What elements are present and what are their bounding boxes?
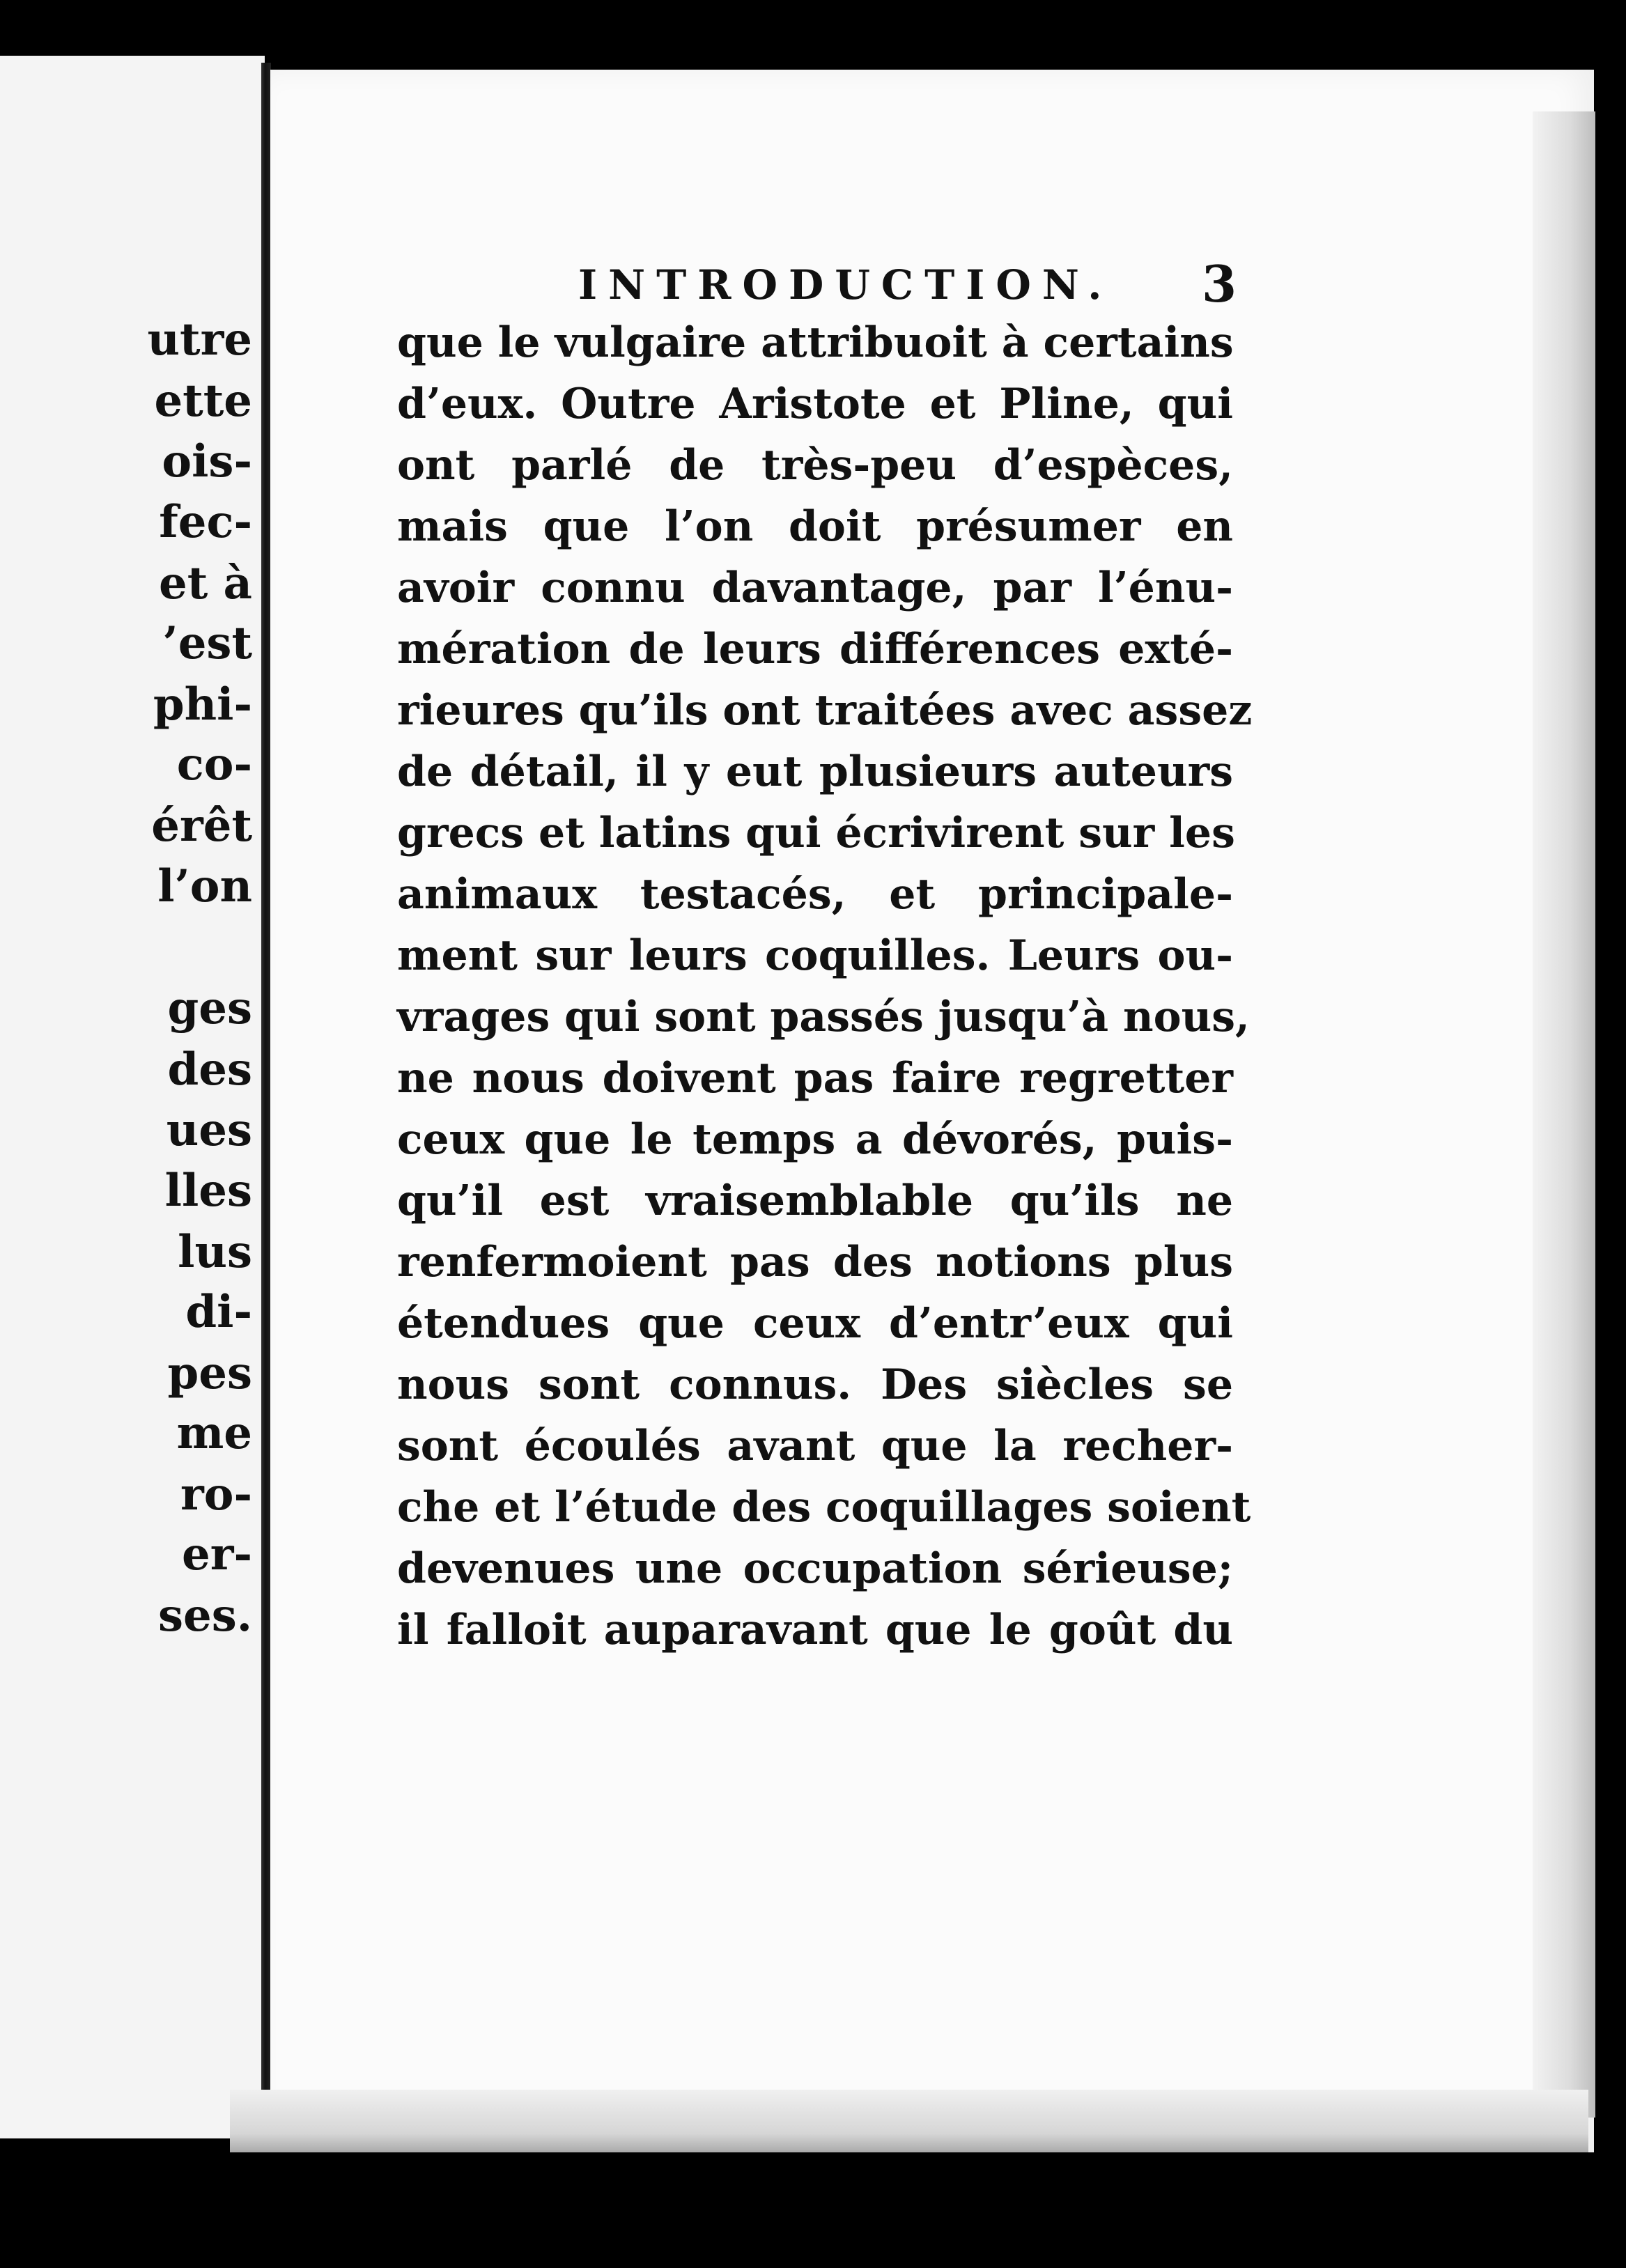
left-page-fragment: di- xyxy=(185,1286,252,1338)
left-page-fragment: ’est xyxy=(162,617,252,669)
left-page-fragment: ois- xyxy=(162,435,252,488)
left-page-fragment: et à xyxy=(158,557,252,609)
text-line: ment sur leurs coquilles. Leurs ou- xyxy=(397,931,1233,980)
text-line: avoir connu davantage, par l’énu- xyxy=(397,564,1233,612)
left-page-fragment: ette xyxy=(154,375,252,427)
left-page-fragment: érêt xyxy=(151,800,252,852)
text-line: devenues une occupation sérieuse; xyxy=(397,1544,1233,1593)
book-gutter xyxy=(261,63,271,2145)
left-page-fragment: lles xyxy=(164,1165,252,1217)
left-page-fragment: co- xyxy=(176,738,252,791)
text-line: il falloit auparavant que le goût du xyxy=(397,1606,1233,1654)
left-page-fragment: ro- xyxy=(180,1468,252,1521)
text-line: ont parlé de très-peu d’espèces, xyxy=(397,441,1233,490)
left-page-fragment: phi- xyxy=(153,678,252,731)
left-page xyxy=(0,56,265,2138)
page-edge-right xyxy=(1533,111,1595,2118)
text-line: vrages qui sont passés jusqu’à nous, xyxy=(397,993,1250,1041)
text-line: renfermoient pas des notions plus xyxy=(397,1238,1233,1287)
text-line: qu’il est vraisemblable qu’ils ne xyxy=(397,1176,1233,1225)
text-line: animaux testacés, et principale- xyxy=(397,870,1233,919)
text-line: mais que l’on doit présumer en xyxy=(397,502,1233,551)
page-edge-bottom xyxy=(230,2090,1588,2152)
text-line: d’eux. Outre Aristote et Pline, qui xyxy=(397,380,1233,428)
left-page-fragment: fec- xyxy=(159,496,252,548)
text-line: grecs et latins qui écrivirent sur les xyxy=(397,809,1235,857)
left-page-fragment: des xyxy=(167,1043,252,1096)
left-page-fragment: l’on xyxy=(157,860,252,912)
left-page-fragment: me xyxy=(176,1407,252,1459)
text-line: mération de leurs différences exté- xyxy=(397,625,1233,674)
left-page-fragment: pes xyxy=(167,1347,252,1399)
text-line: ceux que le temps a dévorés, puis- xyxy=(397,1115,1233,1164)
left-page-fragment: utre xyxy=(147,313,252,366)
page-number: 3 xyxy=(1202,254,1237,313)
text-line: de détail, il y eut plusieurs auteurs xyxy=(397,747,1233,796)
text-line: ne nous doivent pas faire regretter xyxy=(397,1054,1233,1103)
text-line: che et l’étude des coquillages soient xyxy=(397,1483,1251,1532)
text-line: étendues que ceux d’entr’eux qui xyxy=(397,1299,1233,1348)
running-head: INTRODUCTION. xyxy=(578,261,1113,309)
left-page-fragment: er- xyxy=(182,1528,252,1580)
text-line: sont écoulés avant que la recher- xyxy=(397,1422,1233,1470)
text-line: rieures qu’ils ont traitées avec assez xyxy=(397,686,1253,735)
text-line: que le vulgaire attribuoit à certains xyxy=(397,318,1234,367)
left-page-fragment: lus xyxy=(178,1226,252,1278)
text-line: nous sont connus. Des siècles se xyxy=(397,1360,1233,1409)
left-page-fragment: ues xyxy=(166,1104,252,1156)
left-page-fragment: ses. xyxy=(157,1590,252,1642)
left-page-fragment: ges xyxy=(167,982,252,1034)
